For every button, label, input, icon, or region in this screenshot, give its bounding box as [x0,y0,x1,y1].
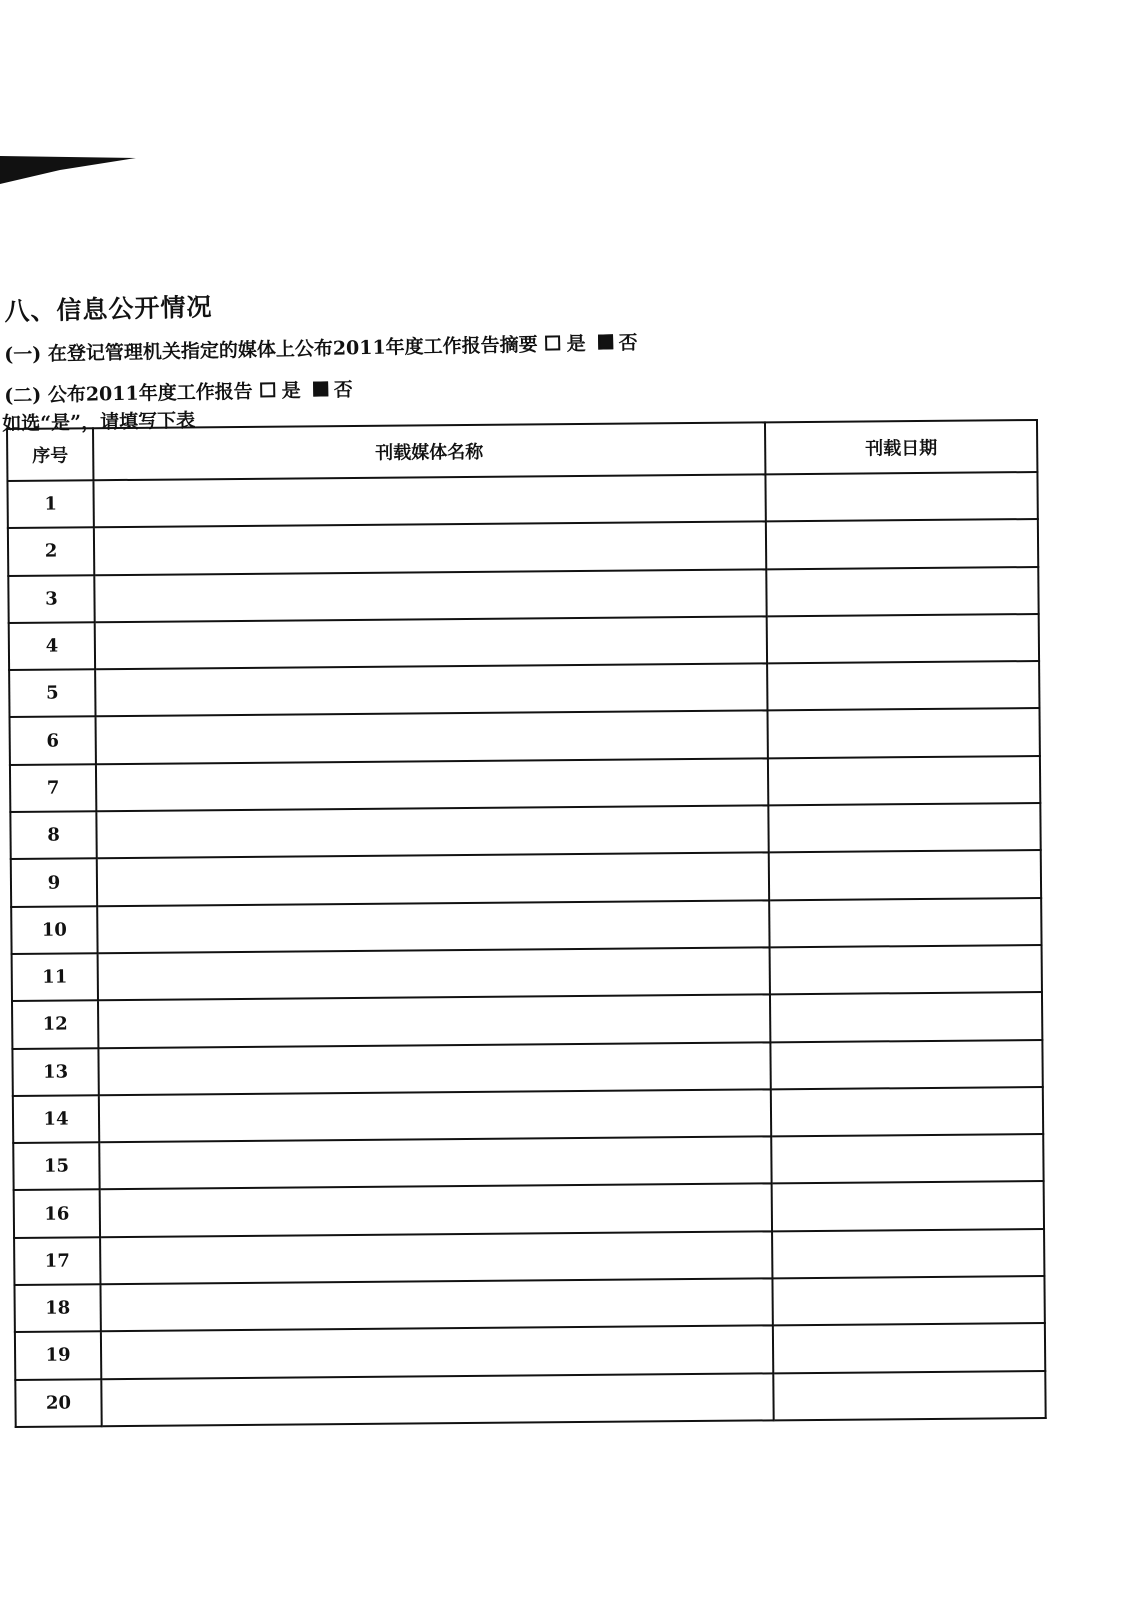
media-name-cell[interactable] [97,853,769,906]
publish-date-cell[interactable] [770,1040,1042,1090]
question-2-yes-label: 是 [281,379,301,403]
section-title: 八、信息公开情况 [4,292,213,326]
row-serial-number: 1 [7,480,93,528]
publication-table-wrapper [6,419,1047,1428]
question-2-no-checkbox[interactable] [313,381,328,396]
row-serial-number: 11 [12,953,98,1001]
publish-date-cell[interactable] [766,519,1038,569]
row-serial-number: 7 [10,764,96,812]
question-1-no-label: 否 [618,331,638,355]
header-serial-number: 序号 [7,428,93,481]
row-serial-number: 6 [10,717,96,765]
media-name-cell[interactable] [96,758,768,811]
media-name-cell[interactable] [101,1373,773,1426]
publish-date-cell[interactable] [768,803,1040,853]
row-serial-number: 9 [11,859,97,907]
publish-date-cell[interactable] [765,472,1037,522]
media-name-cell[interactable] [98,995,770,1048]
media-name-cell[interactable] [100,1278,772,1331]
publish-date-cell[interactable] [773,1323,1045,1373]
media-name-cell[interactable] [94,569,766,622]
question-2-text: (二) 公布2011年度工作报告 [4,380,253,407]
question-1 [4,328,642,367]
publish-date-cell[interactable] [766,567,1038,617]
row-serial-number: 14 [13,1095,99,1143]
publish-date-cell[interactable] [773,1371,1045,1421]
media-name-cell[interactable] [96,711,768,764]
media-name-cell[interactable] [94,522,766,575]
publish-date-cell[interactable] [767,708,1039,758]
media-name-cell[interactable] [99,1089,771,1142]
row-serial-number: 16 [14,1190,100,1238]
publish-date-cell[interactable] [772,1276,1044,1326]
row-serial-number: 2 [8,528,94,576]
media-name-cell[interactable] [95,616,767,669]
question-2-yes-checkbox[interactable] [261,382,276,397]
fill-instruction: 如选“是”，请填写下表 [2,409,196,435]
row-serial-number: 12 [12,1000,98,1048]
media-name-cell[interactable] [101,1326,773,1379]
row-serial-number: 19 [15,1332,101,1380]
question-2-no-label: 否 [333,378,353,402]
media-name-cell[interactable] [100,1231,772,1284]
row-serial-number: 4 [9,622,95,670]
publish-date-cell[interactable] [767,614,1039,664]
media-name-cell[interactable] [98,1042,770,1095]
scan-shadow-mark [0,148,140,188]
header-publish-date: 刊载日期 [765,420,1037,474]
publish-date-cell[interactable] [772,1229,1044,1279]
publish-date-cell[interactable] [769,898,1041,948]
publish-date-cell[interactable] [767,661,1039,711]
row-serial-number: 3 [8,575,94,623]
publish-date-cell[interactable] [770,992,1042,1042]
media-name-cell[interactable] [97,900,769,953]
publication-table [6,419,1047,1428]
publish-date-cell[interactable] [769,850,1041,900]
media-name-cell[interactable] [96,805,768,858]
table-body [7,472,1045,1427]
row-serial-number: 20 [15,1379,101,1427]
question-2 [4,375,357,408]
media-name-cell[interactable] [95,664,767,717]
row-serial-number: 8 [10,811,96,859]
publish-date-cell[interactable] [770,945,1042,995]
question-1-yes-label: 是 [566,332,586,356]
header-media-name: 刊载媒体名称 [93,422,765,480]
publish-date-cell[interactable] [772,1181,1044,1231]
publish-date-cell[interactable] [771,1087,1043,1137]
row-serial-number: 13 [12,1048,98,1096]
media-name-cell[interactable] [98,947,770,1000]
row-serial-number: 17 [14,1237,100,1285]
question-1-text: (一) 在登记管理机关指定的媒体上公布2011年度工作报告摘要 [4,333,538,366]
question-1-no-checkbox[interactable] [598,334,613,349]
question-1-yes-checkbox[interactable] [545,335,560,350]
table-header-row [7,420,1037,481]
row-serial-number: 5 [9,669,95,717]
row-serial-number: 18 [14,1284,100,1332]
row-serial-number: 10 [11,906,97,954]
media-name-cell[interactable] [100,1184,772,1237]
row-serial-number: 15 [13,1142,99,1190]
publish-date-cell[interactable] [768,756,1040,806]
media-name-cell[interactable] [93,474,765,527]
table-row [15,1371,1045,1427]
publish-date-cell[interactable] [771,1134,1043,1184]
media-name-cell[interactable] [99,1137,771,1190]
